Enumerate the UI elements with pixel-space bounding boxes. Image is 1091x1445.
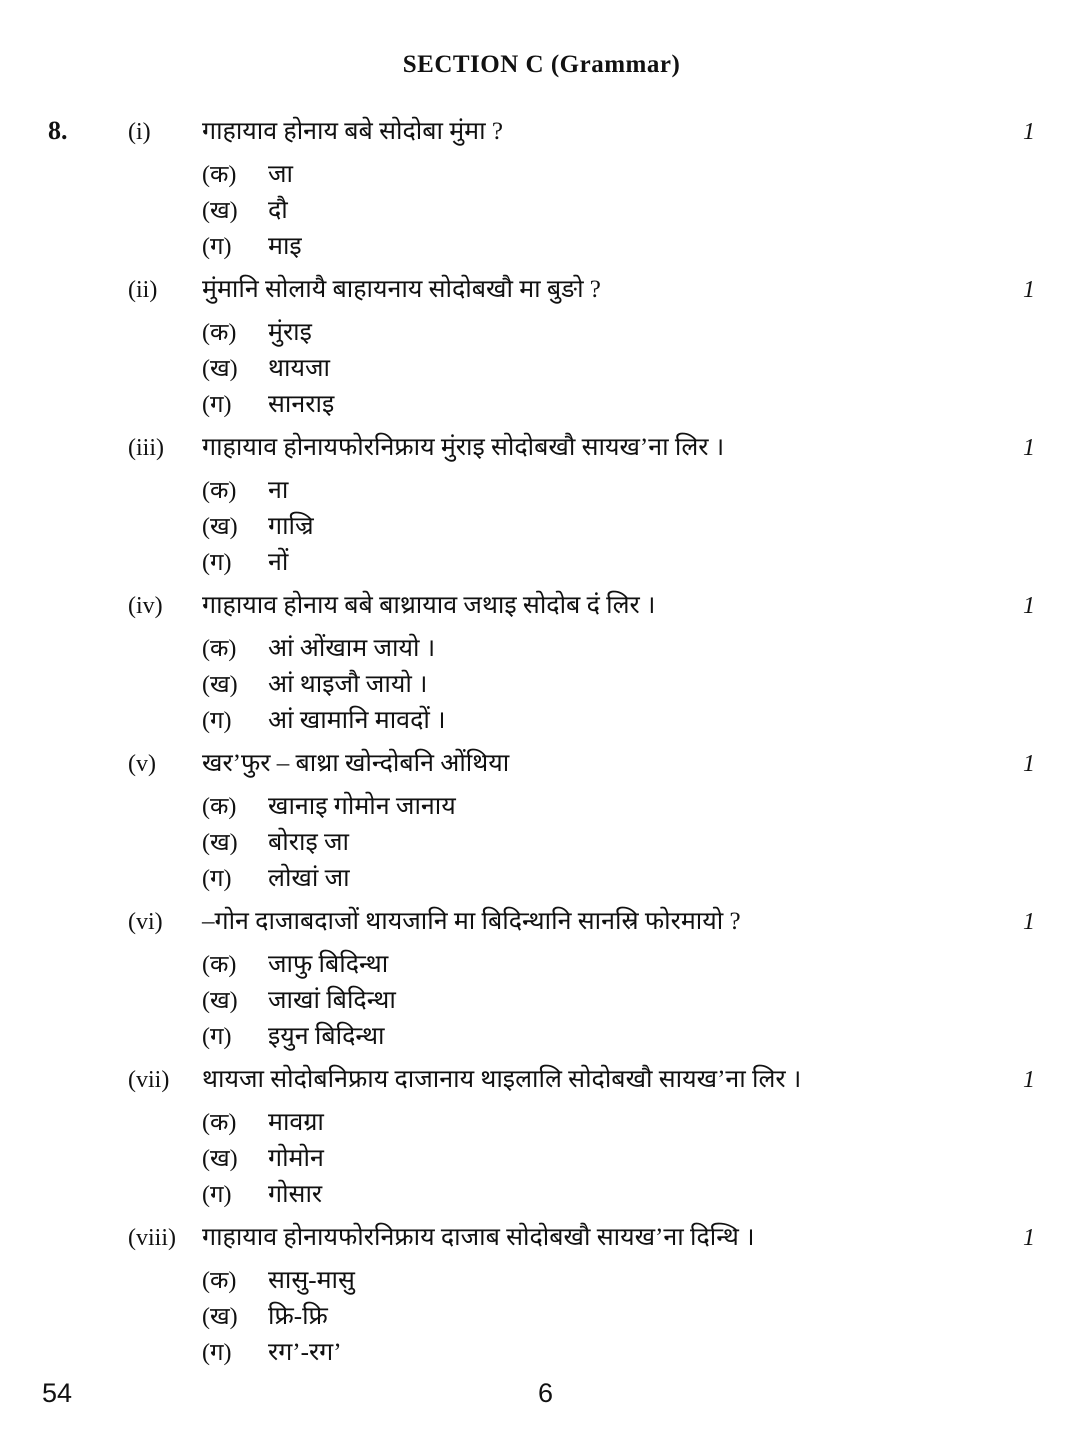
option-row xyxy=(48,705,1035,737)
marks-value: 1 xyxy=(1023,119,1035,145)
option-text: गाज्रि xyxy=(268,513,314,540)
option-label: (ग) xyxy=(202,1024,232,1050)
question-text: गाहायाव होनायफोरनिफ्राय दाजाब सोदोबखौ सायख’ना दिन्थि । xyxy=(202,1224,755,1251)
option-row xyxy=(48,633,1035,665)
option-text: आं थाइजौ जायो । xyxy=(268,671,428,698)
option-text: नों xyxy=(268,549,289,576)
question-text: गाहायाव होनायफोरनिफ्राय मुंराइ सोदोबखौ सायख’ना लिर । xyxy=(202,434,725,461)
option-text: खानाइ गोमोन जानाय xyxy=(268,793,456,820)
option-text: सानराइ xyxy=(268,391,335,418)
option-text: इयुन बिदिन्था xyxy=(268,1023,385,1050)
question-block xyxy=(48,906,1035,1053)
marks-value: 1 xyxy=(1023,909,1035,935)
subquestion-number: (viii) xyxy=(128,1225,176,1251)
question-block xyxy=(48,1064,1035,1211)
option-label: (ग) xyxy=(202,1182,232,1208)
option-label: (ग) xyxy=(202,392,232,418)
question-block xyxy=(48,748,1035,895)
option-label: (ख) xyxy=(202,1304,238,1330)
options-list xyxy=(48,791,1035,895)
option-text: ना xyxy=(268,477,289,504)
question-block xyxy=(48,590,1035,737)
option-label: (क) xyxy=(202,478,237,504)
marks-value: 1 xyxy=(1023,1067,1035,1093)
options-list xyxy=(48,1265,1035,1369)
subquestion-number: (iii) xyxy=(128,435,164,461)
option-row xyxy=(48,475,1035,507)
question-text: गाहायाव होनाय बबे सोदोबा मुंमा ? xyxy=(202,118,503,145)
subquestion-number: (iv) xyxy=(128,593,163,619)
option-label: (ख) xyxy=(202,672,238,698)
option-row xyxy=(48,791,1035,823)
options-list xyxy=(48,317,1035,421)
option-row xyxy=(48,863,1035,895)
main-question-number: 8. xyxy=(48,116,68,145)
options-list xyxy=(48,475,1035,579)
question-text: खर’फुर – बाथ्रा खोन्दोबनि ओंथिया xyxy=(202,750,510,777)
option-row xyxy=(48,827,1035,859)
question-text: थायजा सोदोबनिफ्राय दाजानाय थाइलालि सोदोबखौ सायख’ना लिर । xyxy=(202,1066,802,1093)
marks-value: 1 xyxy=(1023,277,1035,303)
option-label: (ख) xyxy=(202,356,238,382)
page-number: 6 xyxy=(537,1378,554,1408)
option-row xyxy=(48,231,1035,263)
subquestion-number: (vi) xyxy=(128,909,163,935)
option-text: बोराइ जा xyxy=(268,829,350,856)
option-row xyxy=(48,1301,1035,1333)
option-label: (ख) xyxy=(202,988,238,1014)
question-text: गाहायाव होनाय बबे बाथ्रायाव जथाइ सोदोब दं लिर । xyxy=(202,592,656,619)
option-label: (क) xyxy=(202,1110,237,1136)
option-text: लोखां जा xyxy=(268,865,350,892)
option-text: गोमोन xyxy=(268,1145,324,1172)
marks-value: 1 xyxy=(1023,435,1035,461)
option-row xyxy=(48,1021,1035,1053)
option-row xyxy=(48,317,1035,349)
option-label: (ग) xyxy=(202,866,232,892)
option-label: (ख) xyxy=(202,514,238,540)
question-block xyxy=(48,274,1035,421)
subquestion-number: (i) xyxy=(128,119,151,145)
option-text: थायजा xyxy=(268,355,330,382)
option-label: (क) xyxy=(202,636,237,662)
marks-value: 1 xyxy=(1023,751,1035,777)
option-label: (ग) xyxy=(202,234,232,260)
option-text: सासु-मासु xyxy=(268,1267,355,1294)
option-text: जा xyxy=(268,161,294,188)
subquestion-number: (v) xyxy=(128,751,156,777)
option-label: (ख) xyxy=(202,830,238,856)
option-row xyxy=(48,669,1035,701)
option-row xyxy=(48,195,1035,227)
paper-code: 54 xyxy=(42,1378,73,1408)
section-title: SECTION C (Grammar) xyxy=(402,51,681,78)
option-text: गोसार xyxy=(268,1181,323,1208)
marks-value: 1 xyxy=(1023,593,1035,619)
option-row xyxy=(48,389,1035,421)
option-label: (क) xyxy=(202,794,237,820)
options-list xyxy=(48,1107,1035,1211)
option-label: (क) xyxy=(202,320,237,346)
option-row xyxy=(48,985,1035,1017)
option-row xyxy=(48,1107,1035,1139)
marks-value: 1 xyxy=(1023,1225,1035,1251)
option-row xyxy=(48,1337,1035,1369)
option-text: आं ओंखाम जायो । xyxy=(268,635,436,662)
subquestion-number: (ii) xyxy=(128,277,158,303)
options-list xyxy=(48,633,1035,737)
option-row xyxy=(48,949,1035,981)
option-text: रग’-रग’ xyxy=(268,1339,342,1366)
option-label: (ग) xyxy=(202,550,232,576)
option-label: (ग) xyxy=(202,708,232,734)
option-text: फ्रि-फ्रि xyxy=(268,1303,328,1330)
question-block xyxy=(48,1222,1035,1369)
question-text: –गोन दाजाबदाजों थायजानि मा बिदिन्थानि सानस्रि फोरमायो ? xyxy=(202,908,741,935)
options-list xyxy=(48,159,1035,263)
question-block xyxy=(48,116,1035,263)
question-block xyxy=(48,432,1035,579)
option-row xyxy=(48,159,1035,191)
option-label: (क) xyxy=(202,1268,237,1294)
option-label: (ख) xyxy=(202,198,238,224)
option-label: (क) xyxy=(202,952,237,978)
option-row xyxy=(48,547,1035,579)
option-label: (ग) xyxy=(202,1340,232,1366)
option-row xyxy=(48,1179,1035,1211)
option-row xyxy=(48,1265,1035,1297)
option-text: दौ xyxy=(268,197,288,224)
option-text: जाफु बिदिन्था xyxy=(268,951,389,978)
option-row xyxy=(48,511,1035,543)
option-text: मावग्रा xyxy=(268,1109,324,1136)
option-label: (क) xyxy=(202,162,237,188)
option-text: आं खामानि मावदों । xyxy=(268,707,446,734)
option-label: (ख) xyxy=(202,1146,238,1172)
subquestion-number: (vii) xyxy=(128,1067,170,1093)
option-text: माइ xyxy=(268,233,302,260)
option-text: जाखां बिदिन्था xyxy=(268,987,396,1014)
option-row xyxy=(48,353,1035,385)
question-text: मुंमानि सोलायै बाहायनाय सोदोबखौ मा बुङो ? xyxy=(202,276,601,303)
option-row xyxy=(48,1143,1035,1175)
options-list xyxy=(48,949,1035,1053)
option-text: मुंराइ xyxy=(268,319,312,346)
